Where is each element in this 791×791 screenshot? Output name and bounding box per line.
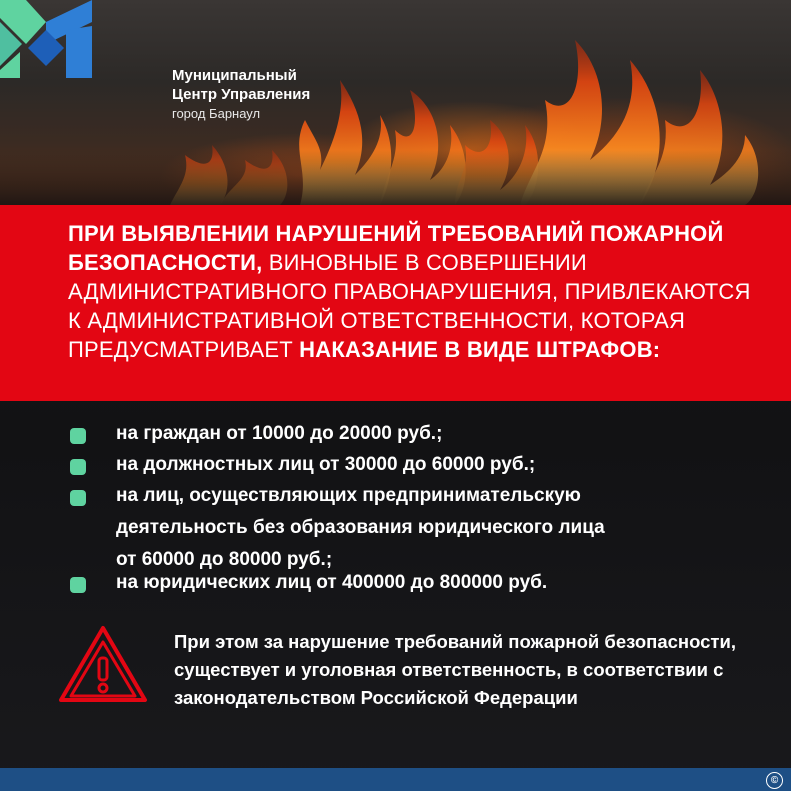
logo-line-1: Муниципальный <box>172 67 297 84</box>
fire-illustration <box>0 0 791 205</box>
headline-bold-part-2: НАКАЗАНИЕ В ВИДЕ ШТРАФОВ: <box>299 337 661 362</box>
footer-bar <box>0 768 791 791</box>
headline-regular-part: ВИНОВНЫЕ В СОВЕРШЕНИИ АДМИНИСТРАТИВНОГО ПРАВОНАРУШЕНИЯ, ПРИВЛЕКАЮТСЯ К АДМИНИСТРАТИВНОЙ ОТВЕТСТВЕННОСТИ, КОТОРАЯ ПРЕДУСМАТРИВАЕТ <box>68 250 751 362</box>
logo-text <box>172 66 310 123</box>
logo-line-3: город Барнаул <box>172 106 261 121</box>
headline-bold-part-1: ПРИ ВЫЯВЛЕНИИ НАРУШЕНИЙ ТРЕБОВАНИЙ ПОЖАРНОЙ БЕЗОПАСНОСТИ, <box>68 221 724 275</box>
fine-line: на граждан от 10000 до 20000 руб.; <box>116 423 443 444</box>
mcu-logo <box>0 0 92 78</box>
warning-triangle-icon <box>55 622 151 706</box>
criminal-liability-note: При этом за нарушение требований пожарной безопасности, существует и уголовная ответственность, в соответствии с законодательством Российской Федерации <box>174 631 737 708</box>
fine-line: на лиц, осуществляющих предпринимательскую <box>116 485 581 506</box>
logo-line-2: Центр Управления <box>172 86 311 103</box>
fine-text <box>116 420 442 448</box>
fine-text <box>116 451 535 479</box>
fine-line: на юридических лиц от 400000 до 800000 руб. <box>116 572 548 593</box>
bullet-marker <box>70 428 86 444</box>
fine-line: деятельность без образования юридического лица <box>116 517 605 538</box>
fine-text <box>116 569 547 597</box>
copyright-icon: © <box>766 772 783 789</box>
bullet-marker <box>70 577 86 593</box>
fine-line: на должностных лиц от 30000 до 60000 руб.; <box>116 454 536 475</box>
bullet-marker <box>70 490 86 506</box>
fire-hero-image <box>0 0 791 205</box>
headline-text <box>68 219 768 364</box>
fine-text <box>116 482 605 574</box>
fine-line: от 60000 до 80000 руб.; <box>116 549 333 570</box>
headline-banner <box>0 205 791 401</box>
bullet-marker <box>70 459 86 475</box>
